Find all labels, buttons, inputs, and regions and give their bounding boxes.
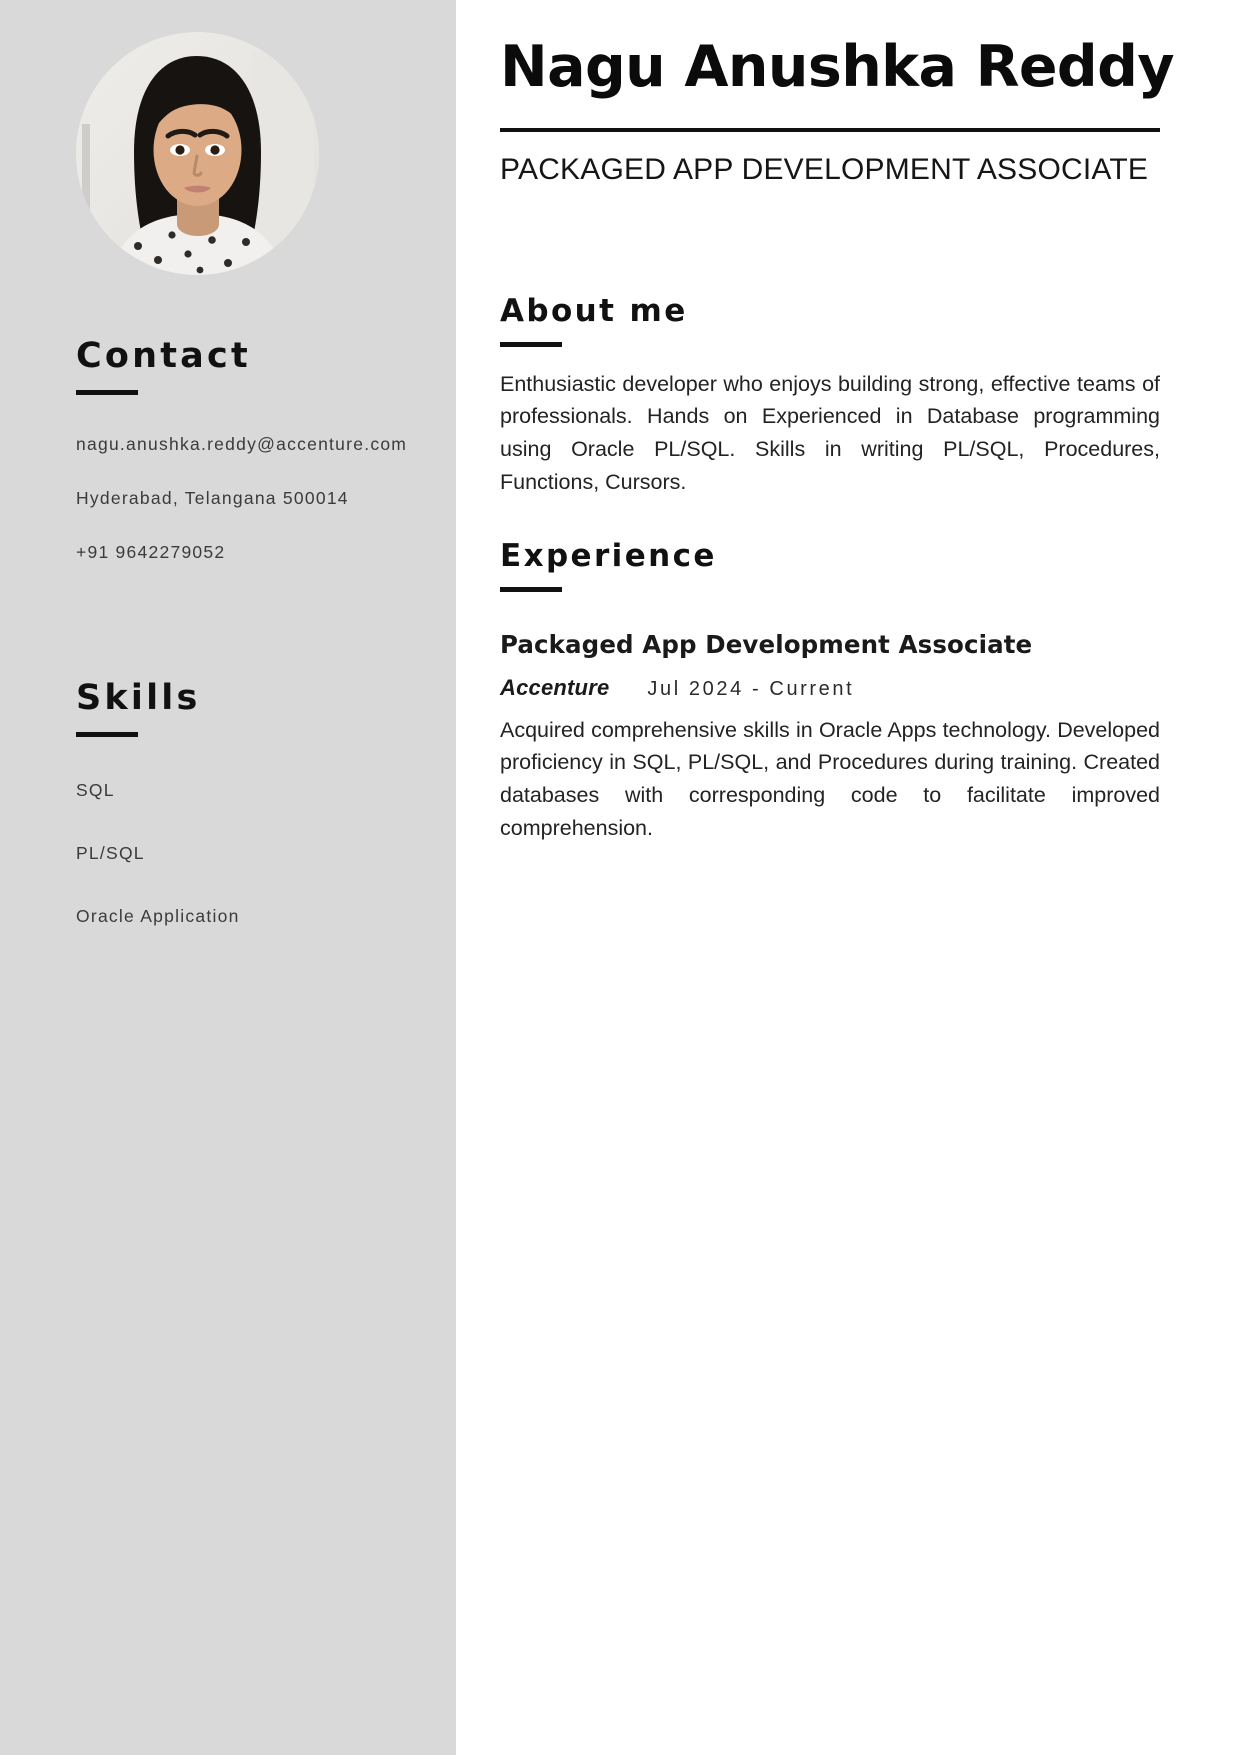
experience-company: Accenture (500, 674, 610, 700)
avatar (76, 32, 319, 275)
about-text: Enthusiastic developer who enjoys building strong, effective teams of professionals. Hands on Experienced in Database programming using Oracle PL/SQL. Skills in writing PL/SQL, Procedures, Functions, Cursors. (500, 371, 1160, 494)
skills-heading: Skills (76, 678, 201, 718)
experience-dates: Jul 2024 - Current (647, 677, 855, 700)
experience-entry (500, 592, 1160, 845)
contact-heading-rule (76, 390, 138, 395)
job-role-subtitle: PACKAGED APP DEVELOPMENT ASSOCIATE (500, 152, 1149, 186)
skills-heading-rule (76, 732, 138, 737)
skills-list (76, 777, 426, 930)
skill-item: Oracle Application (76, 906, 240, 926)
skills-section (76, 680, 426, 930)
contact-address: Hyderabad, Telangana 500014 (76, 487, 349, 508)
experience-section (500, 540, 1160, 844)
contact-phone[interactable]: +91 9642279052 (76, 542, 226, 562)
about-heading: About me (500, 293, 688, 329)
experience-meta (500, 659, 1160, 701)
contact-email[interactable]: nagu.anushka.reddy@accenture.com (76, 433, 408, 454)
contact-heading: Contact (76, 336, 251, 376)
about-section (500, 295, 1160, 498)
page-title: Nagu Anushka Reddy (500, 34, 1174, 100)
contact-list (76, 431, 426, 566)
profile-photo-illustration (76, 32, 319, 275)
main-content (456, 0, 1241, 1755)
skill-item: PL/SQL (76, 842, 145, 863)
contact-section (76, 338, 426, 566)
skill-item: SQL (76, 779, 115, 800)
experience-description: Acquired comprehensive skills in Oracle Apps technology. Developed proficiency in SQL, PL/SQL, and Procedures during training. Created databases with corresponding code to facilitate improved comprehension. (500, 717, 1160, 840)
experience-heading: Experience (500, 538, 717, 574)
header (500, 36, 1172, 187)
sidebar (0, 0, 456, 1755)
experience-job-title: Packaged App Development Associate (500, 629, 1033, 659)
